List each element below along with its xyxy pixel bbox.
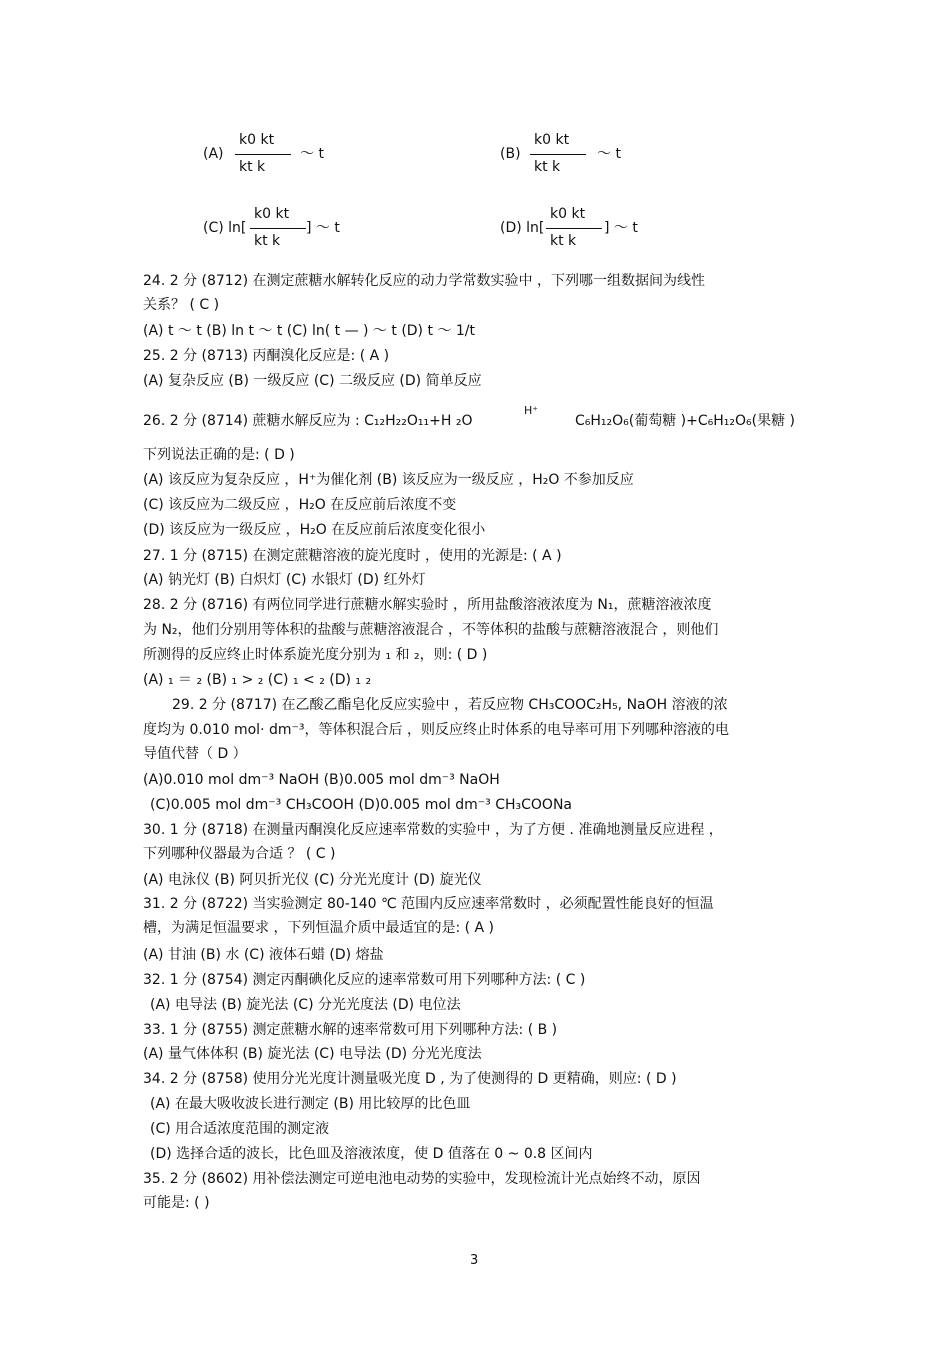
text-line: 度均为 0.010 mol· dm⁻³，等体积混合后 ，则反应终止时体系的电导率可用下列哪种溶液的电 <box>143 722 729 738</box>
formula-b-denominator: kt k <box>534 159 561 175</box>
page-number: 3 <box>470 1253 479 1268</box>
text-line: 34. 2 分 (8758) 使用分光光度计测量吸光度 D , 为了使测得的 D 更精确，则应: ( D ) <box>143 1071 677 1087</box>
text-line: 27. 1 分 (8715) 在测定蔗糖溶液的旋光度时 ，使用的光源是: ( A ) <box>143 548 562 564</box>
formula-d-denominator: kt k <box>550 233 577 249</box>
formula-a-label: (A) <box>203 146 224 162</box>
text-line: (C)0.005 mol dm⁻³ CH₃COOH (D)0.005 mol dm⁻³ CH₃COONa <box>150 797 572 813</box>
text-line: 为 N₂，他们分别用等体积的盐酸与蔗糖溶液混合 ，不等体积的盐酸与蔗糖溶液混合 ，则他们 <box>143 622 719 638</box>
formula-b-numerator: k0 kt <box>534 132 570 148</box>
text-line: (A) t ～ t (B) ln t ～ t (C) ln( t — ) ～ t (D) t ～ 1/t <box>143 323 475 339</box>
text-line: (A) 量气体体积 (B) 旋光法 (C) 电导法 (D) 分光光度法 <box>143 1046 482 1062</box>
text-line: (D) 该反应为一级反应 ，H₂O 在反应前后浓度变化很小 <box>143 522 486 538</box>
text-line: 28. 2 分 (8716) 有两位同学进行蔗糖水解实验时 ，所用盐酸溶液浓度为 N₁，蔗糖溶液浓度 <box>143 597 712 613</box>
q26-product: C₆H₁₂O₆(葡萄糖 )+C₆H₁₂O₆(果糖 ) <box>575 413 796 429</box>
formula-c-denominator: kt k <box>254 233 281 249</box>
formula-a-numerator: k0 kt <box>239 132 275 148</box>
text-line: 关系？ ( C ) <box>143 297 220 313</box>
text-line: (C) 该反应为二级反应 ，H₂O 在反应前后浓度不变 <box>143 497 457 513</box>
formula-d-label: (D) ln[ <box>500 220 545 236</box>
text-line: 25. 2 分 (8713) 丙酮溴化反应是: ( A ) <box>143 348 390 364</box>
q26-text: 26. 2 分 (8714) 蔗糖水解反应为 : C₁₂H₂₂O₁₁+H ₂O <box>143 413 473 429</box>
text-line: (A) ₁ ＝ ₂ (B) ₁ > ₂ (C) ₁ < ₂ (D) ₁ ₂ <box>143 672 372 688</box>
text-line: 24. 2 分 (8712) 在测定蔗糖水解转化反应的动力学常数实验中 ，下列哪一组数据间为线性 <box>143 273 705 289</box>
text-line: 32. 1 分 (8754) 测定丙酮碘化反应的速率常数可用下列哪种方法: ( C ) <box>143 972 586 988</box>
formula-b-suffix: ～ t <box>597 146 621 162</box>
text-line: 所测得的反应终止时体系旋光度分别为 ₁ 和 ₂，则: ( D ) <box>143 647 488 663</box>
text-line: 35. 2 分 (8602) 用补偿法测定可逆电池电动势的实验中，发现检流计光点始终不动，原因 <box>143 1171 701 1187</box>
text-line: (A)0.010 mol dm⁻³ NaOH (B)0.005 mol dm⁻³ NaOH <box>143 772 500 788</box>
formula-c-suffix: ] ～ t <box>306 220 340 236</box>
formula-c-numerator: k0 kt <box>254 206 290 222</box>
text-line: 29. 2 分 (8717) 在乙酸乙酯皂化反应实验中 ，若反应物 CH₃COOC₂H₅, NaOH 溶液的浓 <box>172 697 728 713</box>
text-line: (A) 复杂反应 (B) 一级反应 (C) 二级反应 (D) 简单反应 <box>143 373 482 389</box>
formula-d-suffix: ] ～ t <box>604 220 638 236</box>
text-line: 下列哪种仪器最为合适 ？ ( C ) <box>143 846 336 862</box>
text-line: 30. 1 分 (8718) 在测量丙酮溴化反应速率常数的实验中 ，为了方便 . 准确地测量反应进程 ， <box>143 822 723 838</box>
formula-d-numerator: k0 kt <box>550 206 586 222</box>
text-line: 槽，为满足恒温要求 ，下列恒温介质中最适宜的是: ( A ) <box>143 920 495 936</box>
text-line: 导值代替（ D ） <box>143 746 247 762</box>
text-line: (A) 电泳仪 (B) 阿贝折光仪 (C) 分光光度计 (D) 旋光仪 <box>143 872 482 888</box>
text-line: (A) 该反应为复杂反应 ，H⁺为催化剂 (B) 该反应为一级反应 ，H₂O 不参加反应 <box>143 472 634 488</box>
formula-d-bar <box>546 228 602 229</box>
formula-c-label: (C) ln[ <box>203 220 247 236</box>
formula-b-bar <box>530 154 586 155</box>
formula-a-suffix: ～ t <box>300 146 324 162</box>
formula-c-bar <box>250 228 306 229</box>
formula-a-bar <box>235 154 291 155</box>
text-line: (A) 电导法 (B) 旋光法 (C) 分光光度法 (D) 电位法 <box>150 997 461 1013</box>
text-line: (A) 钠光灯 (B) 白炽灯 (C) 水银灯 (D) 红外灯 <box>143 572 426 588</box>
text-line: 下列说法正确的是: ( D ) <box>143 447 295 463</box>
formula-a-denominator: kt k <box>239 159 266 175</box>
text-line: (A) 甘油 (B) 水 (C) 液体石蜡 (D) 熔盐 <box>143 947 384 963</box>
text-line: 31. 2 分 (8722) 当实验测定 80-140 ℃ 范围内反应速率常数时 ，必须配置性能良好的恒温 <box>143 896 714 912</box>
text-line: 可能是: ( ) <box>143 1195 210 1211</box>
text-line: (A) 在最大吸收波长进行测定 (B) 用比较厚的比色皿 <box>150 1096 471 1112</box>
formula-b-label: (B) <box>500 146 521 162</box>
text-line: 33. 1 分 (8755) 测定蔗糖水解的速率常数可用下列哪种方法: ( B ) <box>143 1022 558 1038</box>
text-line: (D) 选择合适的波长，比色皿及溶液浓度，使 D 值落在 0 ~ 0.8 区间内 <box>150 1146 593 1162</box>
text-line: (C) 用合适浓度范围的测定液 <box>150 1121 330 1137</box>
q26-catalyst: H⁺ <box>524 404 539 417</box>
